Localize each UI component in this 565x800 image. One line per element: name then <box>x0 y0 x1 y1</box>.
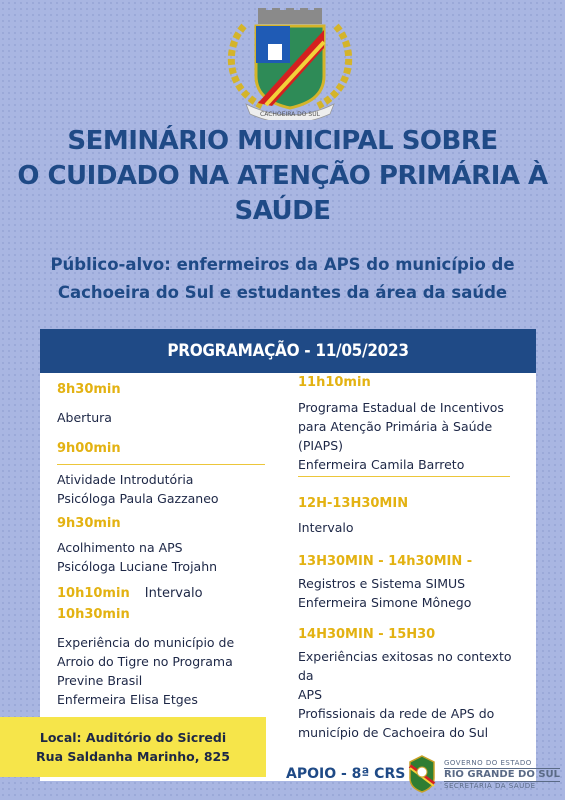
session-title: Abertura <box>57 410 112 425</box>
session-title: Experiências exitosas no contexto da <box>298 649 512 683</box>
title-line-2: O CUIDADO NA ATENÇÃO PRIMÁRIA À <box>17 161 548 191</box>
gov-line-1: GOVERNO DO ESTADO <box>444 759 532 767</box>
state-government-logo-text <box>444 759 560 791</box>
target-audience <box>20 251 545 307</box>
session-title: (PIAPS) <box>298 438 344 453</box>
session-time: 12H-13H30MIN <box>298 496 409 511</box>
session-title: para Atenção Primária à Saúde <box>298 419 493 434</box>
session-speaker: Psicóloga Paula Gazzaneo <box>57 491 219 506</box>
session-speaker: Psicóloga Luciane Trojahn <box>57 559 218 574</box>
session-time: 10h30min <box>57 607 130 622</box>
session-speaker: Enfermeira Elisa Etges <box>57 692 198 707</box>
audience-line-2: Cachoeira do Sul e estudantes da área da saúde <box>57 283 508 302</box>
session-speaker: Profissionais da rede de APS do <box>298 706 495 721</box>
session-title: Intervalo <box>144 586 203 601</box>
session-speaker: município de Cachoeira do Sul <box>298 725 489 740</box>
location-address: Rua Saldanha Marinho, 825 <box>36 749 230 764</box>
program-header: PROGRAMAÇÃO - 11/05/2023 <box>40 329 536 373</box>
divider <box>298 476 510 477</box>
session-title: APS <box>298 687 323 702</box>
session-title: Previne Brasil <box>57 673 143 688</box>
session-time: 10h10min <box>57 586 130 601</box>
divider <box>57 464 265 465</box>
session-time: 13H30MIN - 14h30MIN - <box>298 554 473 569</box>
session-time: 9h30min <box>57 516 121 531</box>
gov-line-3: SECRETARIA DA SAÚDE <box>444 782 536 790</box>
session-title: Programa Estadual de Incentivos <box>298 400 504 415</box>
session-time: 11h10min <box>298 375 371 390</box>
location-box <box>0 717 266 777</box>
session-title: Atividade Introdutória <box>57 472 194 487</box>
location-venue: Local: Auditório do Sicredi <box>39 730 227 745</box>
session-title: Arroio do Tigre no Programa <box>57 654 233 669</box>
audience-line-1: Público-alvo: enfermeiros da APS do município de <box>50 255 515 274</box>
page-title <box>0 124 565 229</box>
break-row <box>57 582 265 603</box>
program-right-column <box>298 374 528 742</box>
session-title: Experiência do município de <box>57 635 235 650</box>
rs-state-crest-logo <box>404 754 440 794</box>
session-speaker: Enfermeira Camila Barreto <box>298 457 465 472</box>
session-time: 8h30min <box>57 382 121 397</box>
gov-line-2: RIO GRANDE DO SUL <box>444 769 561 780</box>
session-title: Intervalo <box>298 520 354 535</box>
session-time: 14H30MIN - 15H30 <box>298 627 436 642</box>
session-title: Acolhimento na APS <box>57 540 183 555</box>
session-title: Registros e Sistema SIMUS <box>298 576 466 591</box>
session-time: 9h00min <box>57 441 121 456</box>
crest-banner-text: CACHOEIRA DO SUL <box>260 111 320 118</box>
session-speaker: Enfermeira Simone Mônego <box>298 595 472 610</box>
support-label: APOIO - 8ª CRS <box>286 766 406 782</box>
municipal-crest-logo <box>222 8 358 120</box>
title-line-1: SEMINÁRIO MUNICIPAL SOBRE <box>67 126 498 156</box>
title-line-3: SAÚDE <box>234 196 331 226</box>
program-left-column <box>57 381 265 709</box>
